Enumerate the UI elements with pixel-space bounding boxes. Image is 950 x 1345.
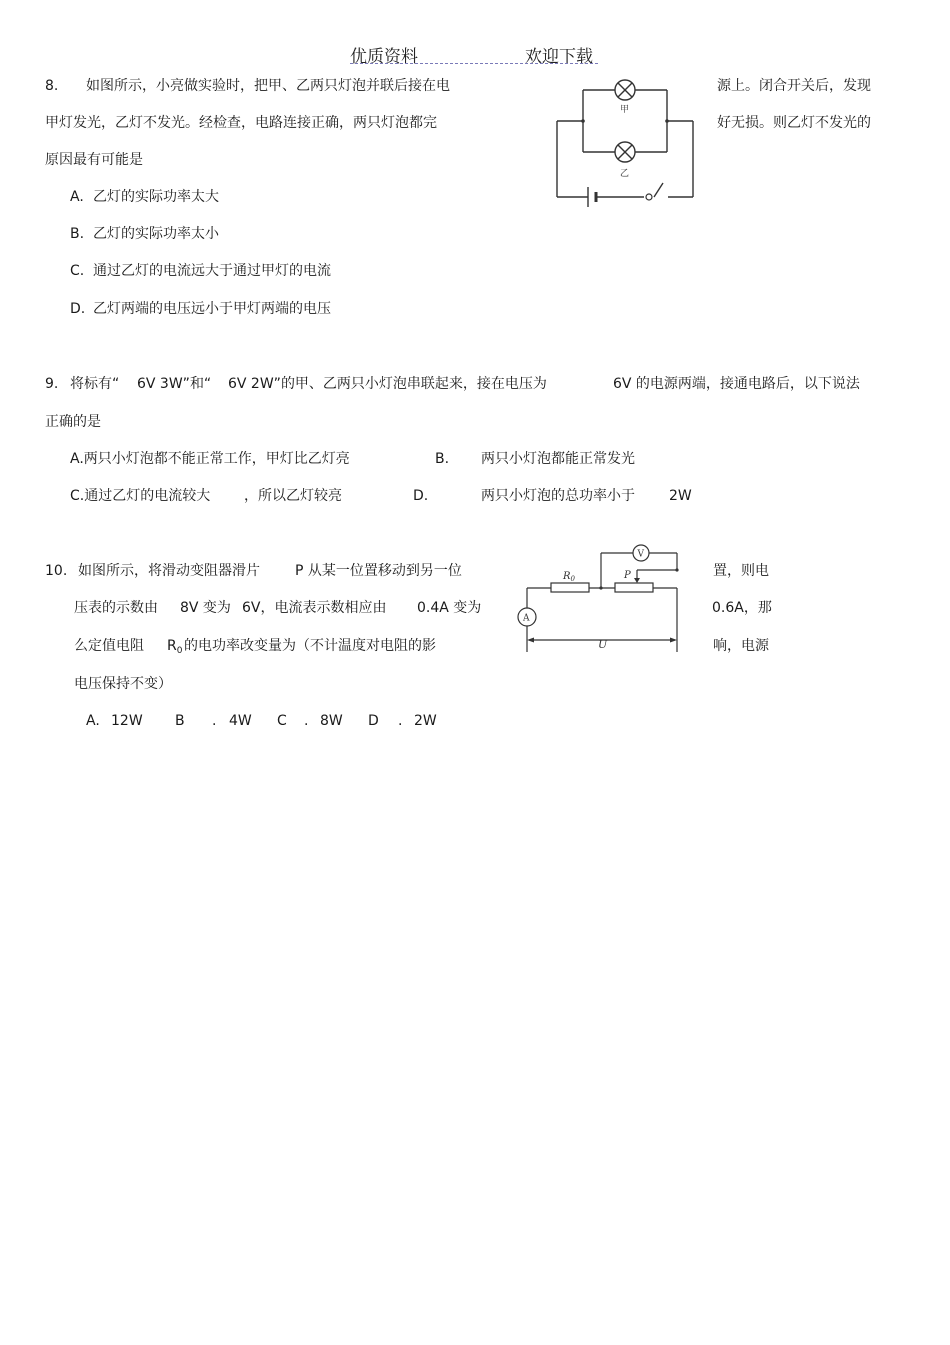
q9-option-d-value: 2W bbox=[669, 488, 692, 504]
q9-line1-d: 6V 的电源两端，接通电路后，以下说法 bbox=[613, 376, 860, 392]
q8-line3: 原因最有可能是 bbox=[45, 152, 143, 168]
q9-number: 9. bbox=[45, 376, 59, 392]
q10-line2-right: 0.6A，那 bbox=[712, 600, 772, 616]
q8-option-a-text: 乙灯的实际功率太大 bbox=[93, 189, 219, 205]
resistor-r0-icon bbox=[551, 583, 589, 592]
voltmeter-label: V bbox=[637, 549, 644, 560]
q8-option-c-text: 通过乙灯的电流远大于通过甲灯的电流 bbox=[93, 263, 331, 279]
q9-option-d-label: D. bbox=[413, 488, 429, 504]
header-left: 优质资料 bbox=[350, 47, 418, 67]
q9-line1-c: 6V 2W”的甲、乙两只小灯泡串联起来，接在电压为 bbox=[228, 376, 547, 392]
q8-line2: 甲灯发光，乙灯不发光。经检查，电路连接正确，两只灯泡都完 bbox=[45, 115, 437, 131]
q10-line3-right: 响，电源 bbox=[713, 638, 769, 654]
q8-option-a-label: A. bbox=[70, 189, 84, 205]
q10-line2-a: 压表的示数由 bbox=[74, 600, 158, 616]
u-arrow-right-icon bbox=[670, 638, 677, 643]
q10-line2-d: 0.4A 变为 bbox=[417, 600, 482, 616]
q8-option-d-text: 乙灯两端的电压远小于甲灯两端的电压 bbox=[93, 301, 331, 317]
q9-option-a: A.两只小灯泡都不能正常工作，甲灯比乙灯亮 bbox=[70, 451, 350, 467]
slider-p-label: P bbox=[624, 570, 631, 581]
q9-line2: 正确的是 bbox=[45, 414, 101, 430]
q8-number: 8. bbox=[45, 78, 59, 94]
q8-line1: 如图所示，小亮做实验时，把甲、乙两只灯泡并联后接在电 bbox=[86, 78, 450, 94]
q10-line1-right: 置，则电 bbox=[713, 563, 769, 579]
r0-label bbox=[562, 571, 576, 583]
q10-option-c-value: 8W bbox=[320, 713, 343, 729]
q10-line3-a: 么定值电阻 bbox=[74, 638, 144, 654]
slider-arrow-icon bbox=[634, 578, 640, 583]
q9-line1-a: 将标有“ bbox=[70, 376, 120, 392]
q10-option-c-label: C bbox=[277, 713, 287, 729]
r0-symbol: R bbox=[563, 571, 571, 582]
q10-line2-c: 6V，电流表示数相应由 bbox=[242, 600, 387, 616]
q10-option-b-label: B bbox=[175, 713, 185, 729]
q9-option-c-b: ，所以乙灯较亮 bbox=[244, 488, 342, 504]
q10-circuit-diagram bbox=[513, 542, 683, 657]
q9-line1-b: 6V 3W”和“ bbox=[137, 376, 212, 392]
q10-line1-a: 如图所示，将滑动变阻器滑片 bbox=[78, 563, 260, 579]
lamp-jia-label: 甲 bbox=[620, 105, 630, 115]
q8-option-c-label: C. bbox=[70, 263, 85, 279]
r0-subscript: 0 bbox=[570, 575, 575, 583]
q8-option-b-label: B. bbox=[70, 226, 85, 242]
q10-r-symbol: R bbox=[167, 638, 177, 654]
q10-line1-b: P 从某一位置移动到另一位 bbox=[295, 563, 462, 579]
q10-line3-r bbox=[167, 637, 182, 660]
switch-icon bbox=[581, 119, 669, 200]
q8-line2-right: 好无损。则乙灯不发光的 bbox=[717, 115, 871, 131]
q10-line3-c: 的电功率改变量为（不计温度对电阻的影 bbox=[184, 638, 436, 654]
lamp-yi-label: 乙 bbox=[620, 169, 630, 179]
q10-option-c-dot: . bbox=[304, 713, 309, 729]
q10-option-b-value: 4W bbox=[229, 713, 252, 729]
q8-parallel-circuit-diagram bbox=[550, 76, 700, 206]
ammeter-label: A bbox=[523, 613, 530, 624]
q8-option-b-text: 乙灯的实际功率太小 bbox=[93, 226, 219, 242]
q10-r-subscript: 0 bbox=[176, 646, 183, 656]
q9-option-c-a: C.通过乙灯的电流较大 bbox=[70, 488, 211, 504]
lamp-jia-icon bbox=[615, 80, 635, 100]
q9-option-d-text: 两只小灯泡的总功率小于 bbox=[481, 488, 635, 504]
u-arrow-left-icon bbox=[527, 638, 534, 643]
q10-option-d-label: D bbox=[368, 713, 379, 729]
battery-icon bbox=[588, 187, 596, 207]
header-divider bbox=[350, 63, 598, 64]
q9-option-b-text: 两只小灯泡都能正常发光 bbox=[481, 451, 635, 467]
q9-option-b-label: B. bbox=[435, 451, 450, 467]
q10-option-d-value: 2W bbox=[414, 713, 437, 729]
q10-option-b-dot: . bbox=[212, 713, 217, 729]
q10-line2-b: 8V 变为 bbox=[180, 600, 231, 616]
q10-option-d-dot: . bbox=[398, 713, 403, 729]
junction-dot bbox=[599, 586, 602, 589]
q10-line4: 电压保持不变） bbox=[74, 676, 172, 692]
q8-line1-right: 源上。闭合开关后，发现 bbox=[717, 78, 871, 94]
voltage-u-label: U bbox=[598, 638, 608, 651]
header-right: 欢迎下载 bbox=[525, 47, 593, 67]
lamp-yi-icon bbox=[615, 142, 635, 162]
rheostat-icon bbox=[615, 583, 653, 592]
q10-number: 10. bbox=[45, 563, 68, 579]
q10-option-a-label: A. bbox=[86, 713, 100, 729]
q8-option-d-label: D. bbox=[70, 301, 86, 317]
q10-option-a-value: 12W bbox=[111, 713, 143, 729]
junction-dot bbox=[675, 568, 678, 571]
